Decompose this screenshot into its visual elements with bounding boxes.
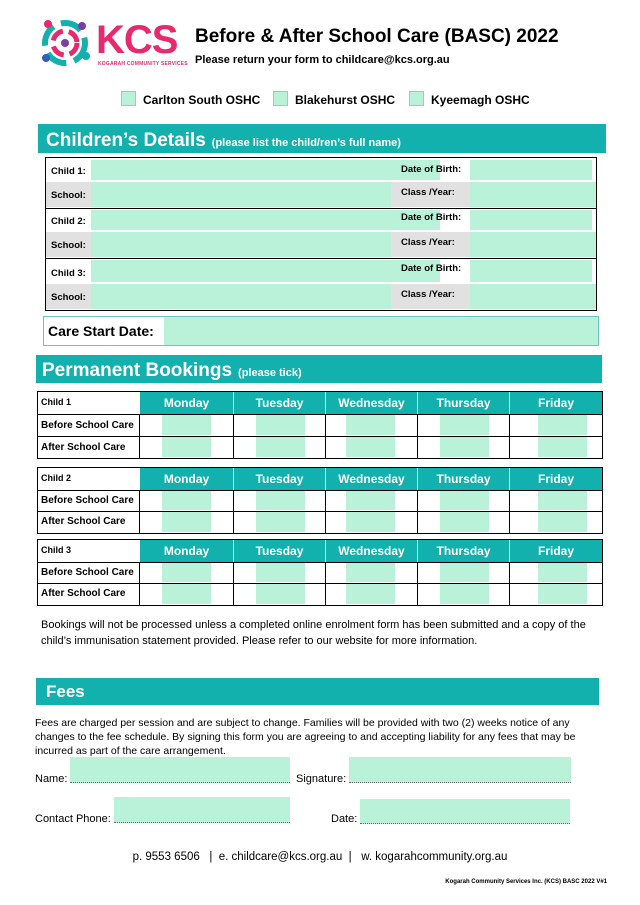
t3-thu-before[interactable] — [440, 563, 489, 582]
blakehurst-checkbox[interactable] — [273, 91, 288, 106]
child-1-row — [46, 158, 596, 209]
child-3-name-field[interactable] — [91, 260, 440, 282]
kyeemagh-checkbox[interactable] — [409, 91, 424, 106]
page-title: Before & After School Care (BASC) 2022 — [195, 26, 559, 47]
booking-child-2-label: Child 2 — [41, 473, 72, 483]
booking-table-child-2 — [37, 467, 603, 534]
t3-wednesday: Wednesday — [326, 540, 417, 562]
child-3-row — [46, 258, 596, 310]
name-label: Name: — [35, 773, 68, 785]
child-3-class-field[interactable] — [470, 284, 595, 309]
t1-tuesday: Tuesday — [234, 392, 325, 414]
t1-wednesday: Wednesday — [326, 392, 417, 414]
t1-tue-after[interactable] — [256, 437, 305, 457]
footer-contact: p. 9553 6506 | e. childcare@kcs.org.au | w. kogarahcommunity.org.au — [132, 851, 508, 863]
kcs-logo — [36, 14, 186, 74]
booking-table-child-1 — [37, 391, 603, 459]
child-1-class-field[interactable] — [470, 182, 595, 207]
t2-friday: Friday — [510, 468, 602, 490]
logo-figures-icon — [36, 14, 94, 72]
child-1-class-label: Class /Year: — [401, 187, 455, 198]
t3-wed-after[interactable] — [346, 584, 395, 604]
child-2-label: Child 2: — [51, 216, 86, 227]
fees-text: Fees are charged per session and are subject to change. Families will be provided with two (2) weeks notice of any changes to the fee schedule. By signing this form you are agreeing to and accepting liability for any fees that may be incurred as part of the care arrangement. — [35, 717, 576, 757]
t1-before-label: Before School Care — [41, 420, 134, 431]
child-3-school-label: School: — [51, 292, 86, 303]
footer-ref: Kogarah Community Services Inc. (KCS) BASC 2022 V#1 — [445, 879, 607, 885]
t1-thu-after[interactable] — [440, 437, 489, 457]
t3-mon-before[interactable] — [162, 563, 211, 582]
bookings-notice: Bookings will not be processed unless a completed online enrolment form has been submitted and a copy of the child’s immunisation statement provided. Please refer to our website for more information. — [41, 619, 586, 647]
t1-thursday: Thursday — [418, 392, 509, 414]
carlton-label: Carlton South OSHC — [143, 93, 261, 107]
t3-fri-before[interactable] — [538, 563, 587, 582]
child-2-class-label: Class /Year: — [401, 237, 455, 248]
kyeemagh-label: Kyeemagh OSHC — [431, 93, 530, 107]
fees-header — [36, 678, 599, 705]
date-field[interactable] — [360, 799, 570, 824]
t2-wednesday: Wednesday — [326, 468, 417, 490]
fees-title: Fees — [46, 682, 85, 701]
t3-before-label: Before School Care — [41, 567, 134, 578]
t1-fri-after[interactable] — [538, 437, 587, 457]
t1-mon-after[interactable] — [162, 437, 211, 457]
t1-fri-before[interactable] — [538, 415, 587, 435]
child-2-dob-label: Date of Birth: — [401, 212, 462, 223]
child-1-name-field[interactable] — [91, 160, 440, 180]
page-subtitle: Please return your form to childcare@kcs.org.au — [195, 54, 450, 66]
t2-after-label: After School Care — [41, 516, 126, 527]
child-2-dob-field[interactable] — [470, 210, 592, 230]
child-1-label: Child 1: — [51, 166, 86, 177]
children-details-note: (please list the child/ren’s full name) — [211, 137, 401, 149]
signature-label: Signature: — [296, 773, 347, 785]
logo-text: KCS — [96, 18, 178, 62]
booking-child-1-label: Child 1 — [41, 397, 72, 407]
child-2-row — [46, 208, 596, 259]
t1-tue-before[interactable] — [256, 415, 305, 435]
t3-tue-after[interactable] — [256, 584, 305, 604]
t3-thursday: Thursday — [418, 540, 509, 562]
child-2-name-field[interactable] — [91, 210, 440, 230]
t3-monday: Monday — [140, 540, 233, 562]
signature-field[interactable] — [349, 757, 571, 783]
children-details-header — [38, 124, 606, 153]
child-1-school-label: School: — [51, 190, 86, 201]
name-field[interactable] — [70, 757, 290, 783]
child-1-dob-label: Date of Birth: — [401, 164, 462, 175]
t1-wed-before[interactable] — [346, 415, 395, 435]
child-3-label: Child 3: — [51, 268, 86, 279]
t2-before-label: Before School Care — [41, 495, 134, 506]
child-2-school-field[interactable] — [91, 232, 391, 257]
phone-field[interactable] — [114, 797, 290, 823]
child-2-school-label: School: — [51, 240, 86, 251]
t2-monday: Monday — [140, 468, 233, 490]
care-start-label: Care Start Date: — [48, 323, 154, 339]
bookings-note: (please tick) — [238, 367, 302, 379]
t3-friday: Friday — [510, 540, 602, 562]
t3-fri-after[interactable] — [538, 584, 587, 604]
child-3-dob-label: Date of Birth: — [401, 263, 462, 274]
t2-thu-before[interactable] — [440, 491, 489, 510]
child-3-dob-field[interactable] — [470, 260, 592, 282]
t1-monday: Monday — [140, 392, 233, 414]
children-details-title: Children’s Details — [46, 130, 206, 151]
t2-tue-before[interactable] — [256, 491, 305, 510]
t2-tuesday: Tuesday — [234, 468, 325, 490]
carlton-checkbox[interactable] — [121, 91, 136, 106]
t1-friday: Friday — [510, 392, 602, 414]
t1-mon-before[interactable] — [162, 415, 211, 435]
child-3-class-label: Class /Year: — [401, 289, 455, 300]
child-3-school-field[interactable] — [91, 284, 391, 309]
t3-after-label: After School Care — [41, 588, 126, 599]
t2-mon-after[interactable] — [162, 512, 211, 532]
t3-tuesday: Tuesday — [234, 540, 325, 562]
t2-mon-before[interactable] — [162, 491, 211, 510]
t2-tue-after[interactable] — [256, 512, 305, 532]
bookings-title: Permanent Bookings — [42, 360, 233, 381]
child-2-class-field[interactable] — [470, 232, 595, 257]
booking-child-3-label: Child 3 — [41, 545, 72, 555]
t1-thu-before[interactable] — [440, 415, 489, 435]
child-1-school-field[interactable] — [91, 182, 391, 207]
t3-tue-before[interactable] — [256, 563, 305, 582]
t2-thursday: Thursday — [418, 468, 509, 490]
t2-thu-after[interactable] — [440, 512, 489, 532]
t2-wed-after[interactable] — [346, 512, 395, 532]
blakehurst-label: Blakehurst OSHC — [295, 93, 396, 107]
t3-wed-before[interactable] — [346, 563, 395, 582]
booking-table-child-3 — [37, 539, 603, 606]
t3-thu-after[interactable] — [440, 584, 489, 604]
child-1-dob-field[interactable] — [470, 160, 592, 180]
care-start-row — [43, 316, 599, 346]
logo-subtext: KOGARAH COMMUNITY SERVICES — [98, 61, 188, 67]
care-start-field[interactable] — [164, 317, 598, 345]
t1-after-label: After School Care — [41, 442, 126, 453]
t3-mon-after[interactable] — [162, 584, 211, 604]
t1-wed-after[interactable] — [346, 437, 395, 457]
date-label: Date: — [331, 813, 358, 825]
t2-fri-before[interactable] — [538, 491, 587, 510]
bookings-header — [36, 355, 602, 383]
phone-label: Contact Phone: — [35, 813, 111, 825]
children-table — [45, 157, 597, 311]
t2-fri-after[interactable] — [538, 512, 587, 532]
t2-wed-before[interactable] — [346, 491, 395, 510]
